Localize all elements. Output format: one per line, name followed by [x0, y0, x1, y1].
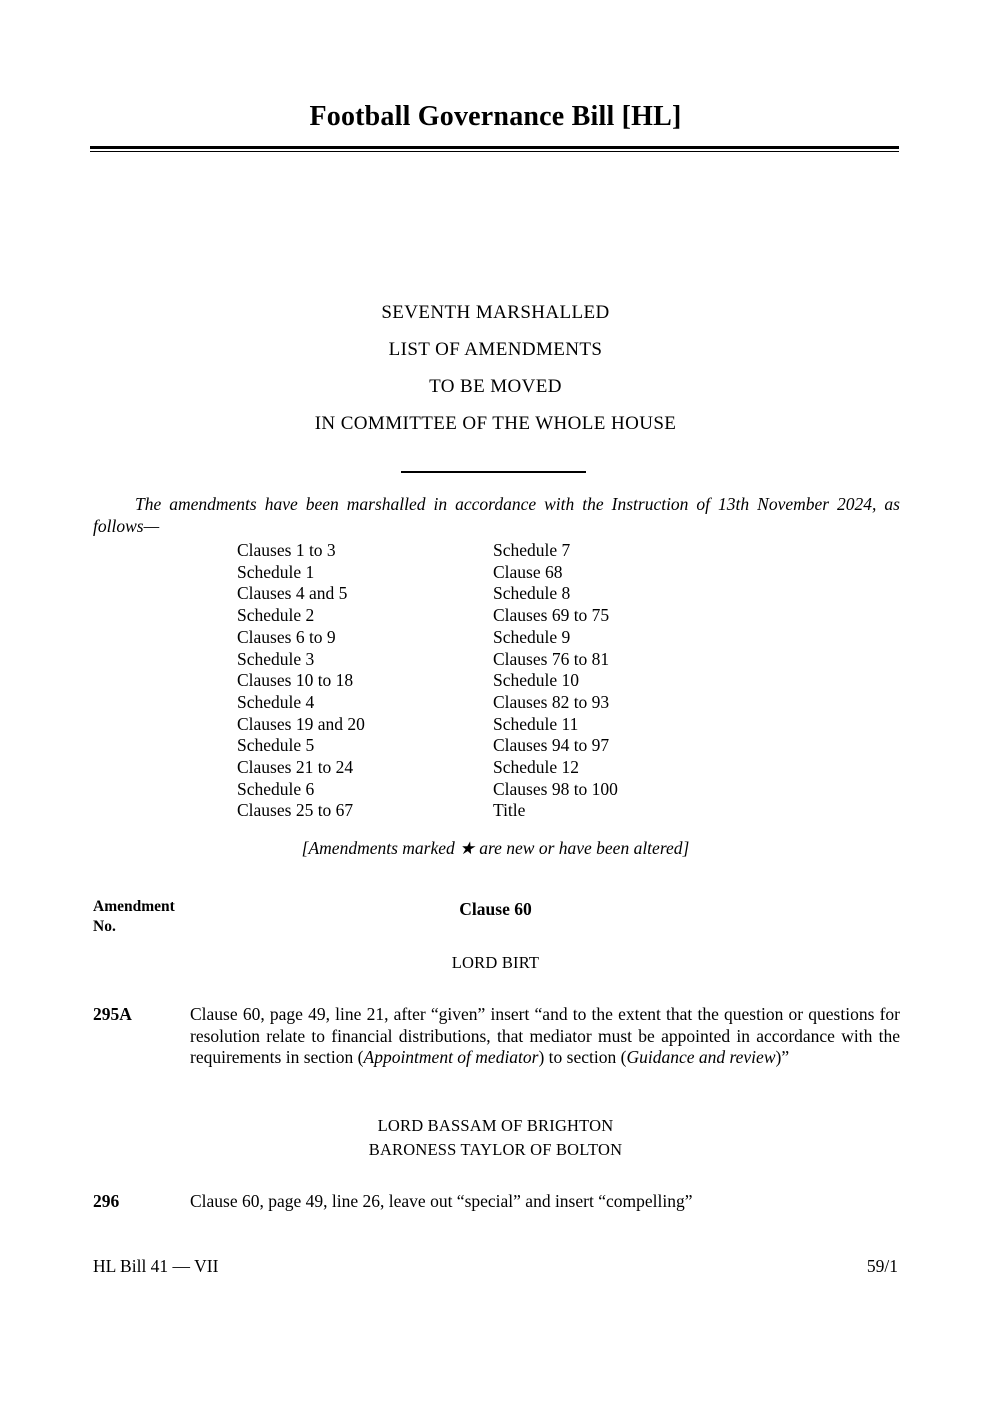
- heading-line-3: TO BE MOVED: [429, 376, 562, 397]
- order-item: Schedule 7: [493, 540, 571, 560]
- amendment-number-296: 296: [93, 1191, 120, 1211]
- order-item: Schedule 5: [237, 735, 315, 756]
- marshalling-note: The amendments have been marshalled in accordance with the Instruction of 13th November 2024, as follows—: [93, 494, 900, 536]
- amendment-no-label-line-1: Amendment: [93, 898, 175, 915]
- order-item: Clauses 98 to 100: [493, 778, 618, 799]
- order-item: Schedule 4: [237, 691, 315, 712]
- order-item: Schedule 8: [493, 583, 571, 604]
- amendment-296-text: [190, 1191, 900, 1213]
- sheet-reference: 59/1: [866, 1256, 898, 1276]
- amendment-no-label-line-2: No.: [93, 918, 116, 935]
- order-item: Clauses 1 to 3: [237, 540, 336, 560]
- bill-reference: HL Bill 41 — VII: [93, 1256, 219, 1276]
- heading-line-1: SEVENTH MARSHALLED: [381, 302, 610, 323]
- sponsor-lord-birt: LORD BIRT: [451, 953, 540, 972]
- sponsor-lord-bassam: LORD BASSAM OF BRIGHTON: [377, 1116, 614, 1135]
- text-segment: )”: [775, 1047, 790, 1068]
- order-item: Clauses 76 to 81: [493, 648, 610, 669]
- order-item: Clauses 25 to 67: [237, 800, 354, 821]
- sponsor-baroness-taylor: BARONESS TAYLOR OF BOLTON: [368, 1140, 623, 1159]
- marshalling-order-right-column: [493, 540, 618, 822]
- heading-line-2: LIST OF AMENDMENTS: [388, 339, 603, 360]
- amendment-296-sponsors: [0, 1114, 991, 1162]
- order-item: Schedule 10: [493, 670, 580, 691]
- order-item: Schedule 11: [493, 713, 579, 734]
- text-segment: ) to section (: [538, 1047, 627, 1068]
- order-item: Clauses 69 to 75: [493, 605, 610, 626]
- text-segment: Clause 60, page 49, line 21, after “given” insert “and to the extent that the question or questions for resolution relate to financial distributions, that mediator must be appointed in accordance with the requirements in section (: [190, 1004, 900, 1068]
- text-segment-italic: Appointment of mediator: [363, 1047, 539, 1068]
- marshalling-order-left-column: [237, 540, 365, 822]
- order-item: Clauses 10 to 18: [237, 670, 354, 691]
- marshalled-headings: [0, 303, 991, 451]
- text-segment-italic: Guidance and review: [626, 1047, 776, 1068]
- order-item: Schedule 1: [237, 561, 315, 582]
- text-segment: Clause 60, page 49, line 26, leave out “special” and insert “compelling”: [190, 1191, 693, 1211]
- order-item: Clauses 82 to 93: [493, 691, 610, 712]
- order-item: Clauses 19 and 20: [237, 713, 365, 734]
- heading-line-4: IN COMMITTEE OF THE WHOLE HOUSE: [314, 413, 677, 434]
- title-rule: [90, 146, 899, 152]
- amendment-number-295a: 295A: [93, 1004, 132, 1024]
- order-item: Schedule 6: [237, 778, 315, 799]
- order-item: Schedule 9: [493, 626, 571, 647]
- section-divider: [401, 471, 586, 473]
- order-item: Clauses 94 to 97: [493, 735, 610, 756]
- bill-title: Football Governance Bill [HL]: [309, 101, 682, 132]
- order-item: Clause 68: [493, 561, 563, 582]
- clause-60-heading: Clause 60: [459, 899, 532, 919]
- order-item: Clauses 4 and 5: [237, 583, 348, 604]
- order-item: Title: [493, 800, 526, 821]
- order-item: Clauses 21 to 24: [237, 757, 354, 778]
- amendment-295a-text: [190, 1004, 900, 1069]
- star-note: [Amendments marked ★ are new or have been altered]: [301, 838, 690, 858]
- order-item: Schedule 3: [237, 648, 315, 669]
- order-item: Schedule 12: [493, 757, 580, 778]
- order-item: Clauses 6 to 9: [237, 626, 336, 647]
- order-item: Schedule 2: [237, 605, 315, 626]
